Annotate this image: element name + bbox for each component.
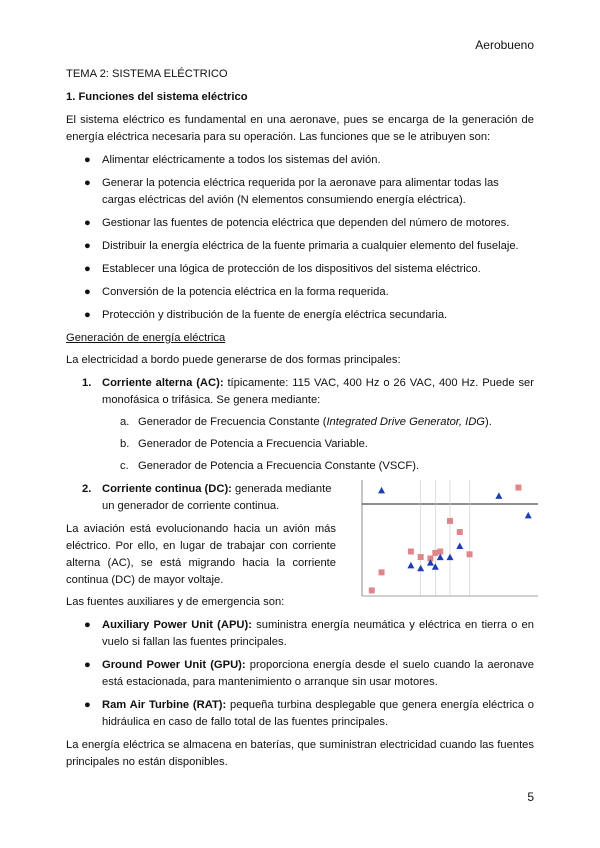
square-point: [467, 551, 473, 557]
list-item: ● Protección y distribución de la fuente de energía eléctrica secundaria.: [66, 307, 534, 324]
bullet-icon: ●: [84, 286, 91, 298]
power-scatter-chart: [340, 478, 540, 606]
square-point: [418, 554, 424, 560]
evolution-text: La aviación está evolucionando hacia un avión más eléctrico. Por ello, en lugar de trabajar con corriente alterna (AC), se está migrando hacia la corriente continua (DC) de mayor voltaje.: [66, 523, 336, 586]
topic-title: TEMA 2: SISTEMA ELÉCTRICO: [66, 68, 228, 80]
storage-text: La energía eléctrica se almacena en baterías, que suministran electricidad cuando las fuentes principales no están disponibles.: [66, 739, 534, 768]
list-item: ● Establecer una lógica de protección de los dispositivos del sistema eléctrico.: [66, 261, 534, 278]
list-item-apu: ● Auxiliary Power Unit (APU): suministra energía neumática y eléctrica en tierra o en vuelo si fallan las fuentes principales.: [84, 619, 534, 648]
list-item-dc: 2. Corriente continua (DC): generada mediante un generador de corriente continua.: [82, 483, 332, 512]
bullet-icon: ●: [84, 619, 91, 631]
list-item: ● Distribuir la energía eléctrica de la fuente primaria a cualquier elemento del fuselaje.: [66, 238, 534, 255]
aux-intro: Las fuentes auxiliares y de emergencia son:: [66, 596, 285, 608]
bullet-icon: ●: [84, 240, 91, 252]
list-item-ac: 1. Corriente alterna (AC): típicamente: 115 VAC, 400 Hz o 26 VAC, 400 Hz. Puede ser monofásica o trifásica. Se genera mediante: a. Generador de Frecuencia Constante (Integrated Drive Generator, IDG). b. Generador de Potencia a Frecuencia Variable. c. Generador de Potencia a Frecuencia Constante (VSCF).: [66, 375, 534, 475]
functions-list: [66, 152, 534, 324]
section-intro: El sistema eléctrico es fundamental en una aeronave, pues se encarga de la generación de energía eléctrica necesaria para su operación. Las funciones que se le atribuyen son:: [66, 114, 534, 143]
section-heading: 1. Funciones del sistema eléctrico: [66, 91, 248, 103]
list-item: ● Conversión de la potencia eléctrica en la forma requerida.: [66, 284, 534, 301]
ac-generators: [102, 414, 534, 475]
list-item: ● Alimentar eléctricamente a todos los sistemas del avión.: [66, 152, 534, 169]
aux-list: [66, 617, 534, 731]
list-item: c. Generador de Potencia a Frecuencia Constante (VSCF).: [120, 460, 420, 472]
chart-background: [340, 478, 540, 606]
square-point: [457, 529, 463, 535]
list-item-rat: ● Ram Air Turbine (RAT): pequeña turbina desplegable que genera energía eléctrica o hidráulica en caso de fallo total de las fuentes principales.: [84, 699, 534, 728]
square-point: [369, 587, 375, 593]
square-point: [515, 485, 521, 491]
bullet-icon: ●: [84, 217, 91, 229]
bullet-icon: ●: [84, 154, 91, 166]
square-point: [408, 549, 414, 555]
header-brand: Aerobueno: [475, 38, 534, 52]
list-item: b. Generador de Potencia a Frecuencia Variable.: [120, 438, 368, 450]
bullet-icon: ●: [84, 659, 91, 671]
bullet-icon: ●: [84, 699, 91, 711]
list-item-gpu: ● Ground Power Unit (GPU): proporciona energía desde el suelo cuando la aeronave está estacionada, para mantenimiento o arranque sin usar motores.: [84, 659, 534, 688]
bullet-icon: ●: [84, 177, 91, 189]
generation-title: Generación de energía eléctrica: [66, 332, 226, 344]
list-item: ● Gestionar las fuentes de potencia eléctrica que dependen del número de motores.: [66, 215, 534, 232]
square-point: [379, 569, 385, 575]
square-point: [447, 518, 453, 524]
list-item: ● Generar la potencia eléctrica requerida por la aeronave para alimentar todas las cargas eléctricas del avión (N elementos consumiendo energía eléctrica).: [84, 177, 499, 206]
bullet-icon: ●: [84, 263, 91, 275]
page-number: 5: [527, 790, 534, 804]
page-content: [66, 66, 534, 771]
list-item: a. Generador de Frecuencia Constante (Integrated Drive Generator, IDG).: [120, 416, 492, 428]
bullet-icon: ●: [84, 309, 91, 321]
generation-intro: La electricidad a bordo puede generarse de dos formas principales:: [66, 354, 401, 366]
